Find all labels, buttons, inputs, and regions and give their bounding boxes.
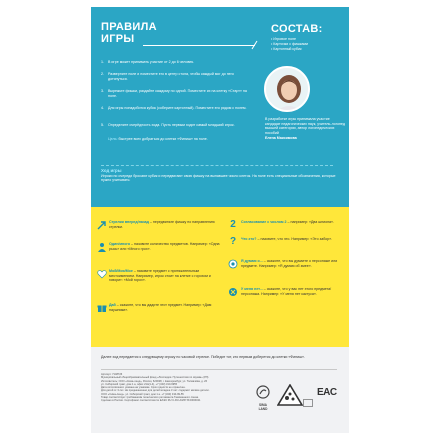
sima-land-logo: SIMA LAND	[253, 385, 273, 411]
woman-portrait-icon	[266, 68, 310, 112]
developer-info	[265, 117, 345, 141]
title-underline	[143, 45, 255, 46]
rule-3: 3. Вырежьте фишки, раздайте каждому по одной. Поместите их на клетку «Старт» на поле.	[101, 89, 247, 98]
legend-item-what-is: Что это? – назовите, что это. Например: «Это забор».	[241, 237, 333, 241]
yellow-legend-panel	[91, 207, 349, 347]
rule-1: 1. В игре может принимать участие от 2 до 6 человек.	[101, 60, 195, 64]
pen-icon	[251, 40, 259, 50]
sima-land-logo-icon	[256, 385, 270, 399]
question-icon: ?	[229, 236, 237, 247]
sostav-title: СОСТАВ:	[271, 23, 323, 35]
goal-label: Цель:	[108, 137, 118, 141]
teal-header-panel	[91, 7, 349, 207]
list-item: • Карточки с фишками	[271, 42, 309, 46]
list-item: • Игровое поле	[271, 37, 296, 41]
hod-text: Игроки по очереди бросают кубик и передвигают свою фишку на выпавшее число клеток. На поле есть специальные обозначения, которые нужно учитывать:	[101, 173, 336, 183]
goal-text: быстрее всех добраться до клетки «Финиш» на поле.	[118, 137, 208, 141]
two-icon: 2	[230, 219, 236, 230]
rules-card	[91, 7, 349, 433]
legend-item-arrows: Стрелки вперед/назад – передвиньте фишку по направлению стрелки.	[109, 220, 215, 229]
legend-item-one-many: Один/много – назовите количество предметов. Например: «Одна рысь» или «Много грох».	[109, 242, 220, 251]
developer-name: Елена Максимова	[265, 136, 297, 141]
page-subtitle: ИГРЫ	[101, 33, 135, 45]
rule-5: 5. Определите очерёдность хода. Пусть первым ходит самый младший игрок.	[101, 123, 235, 127]
developer-photo	[264, 66, 310, 112]
hod-section	[101, 169, 337, 183]
recycle-icon	[303, 399, 313, 407]
eac-mark: EAC	[317, 387, 337, 398]
legend-item-i-dont-have: У меня нет... – скажите, что у вас нет этого предмета/персонажа. Например: «У меня нет кактуса».	[241, 287, 332, 296]
cross-icon	[228, 287, 238, 297]
developer-text: В разработке игры принимала участие кандидат педагогических наук, учитель-логопед высшей категории, автор логопедических пособий	[265, 117, 345, 135]
legend-item-give: Дай – скажите, что вы дадите этот предмет. Например: «Дам наушники».	[109, 303, 212, 312]
rule-4: 4. Для игры понадобится кубик (соберите картонный). Поместите его рядом с полем.	[101, 106, 247, 110]
legend-item-possessive: Мой/Моя/Мое – назовите предмет с притяжательным местоимением. Например, игрок стоит на клетке с горохом и говорит: «Мой горох».	[109, 269, 211, 283]
legend-item-number-two: Согласование с числом 2 – например: «Два шпиона».	[241, 220, 335, 224]
page-title: ПРАВИЛА	[101, 21, 157, 33]
divider	[101, 165, 333, 166]
gift-icon	[97, 303, 107, 313]
divider	[101, 369, 337, 370]
sostav-list	[271, 37, 341, 52]
fine-print: Артикул: 7148726 Муниципальный общеобразовательный фонд «Логопедия. Путешествия по звукам» (РЛ) Изготовитель: ООО «Сима-ленд», Россия, 620028, г. Екатеринбург, ул. Толмачёва, д. 26 ул. Сибирский тракт, дом 1 а, офис 21А(1-4), +7 (343) 310-9955 Дата изготовления: указана на упаковке. Срок годности не ограничен. Для детей от 3 лет. Не предназначено для детей младше 3 лет: содержит мелкие детали. ООО «Сима-ленд». ул. Сибирский тракт, дом 1 а. +7 (343) 310-99-55 Товар соответствует требованиям технического регламента Таможенного союза. Сделано в России. Сертификат соответствия № ЕАЭС RU С-RU.АЖ57.В.00000/21	[101, 373, 210, 403]
legend-item-i-think: Я думаю о... – скажите, что вы думаете о персонаже или предмете. Например: «Я думаю об змее».	[241, 259, 338, 268]
thought-icon	[228, 259, 238, 269]
heart-icon	[97, 269, 107, 279]
arrow-icon	[97, 220, 107, 230]
goal	[101, 137, 251, 142]
warning-triangle-icon	[277, 384, 303, 406]
final-text: Далее ход передается к следующему игроку по часовой стрелке. Победит тот, кто первым доберется до клетки «Финиш».	[101, 355, 305, 359]
list-item: • Картонный кубик	[271, 47, 302, 51]
person-icon	[97, 242, 107, 252]
hod-title: Ход игры	[101, 168, 122, 173]
rule-2: 2. Разверните поле и поместите его в центр стола, чтобы каждый мог до него дотянуться.	[101, 72, 234, 81]
